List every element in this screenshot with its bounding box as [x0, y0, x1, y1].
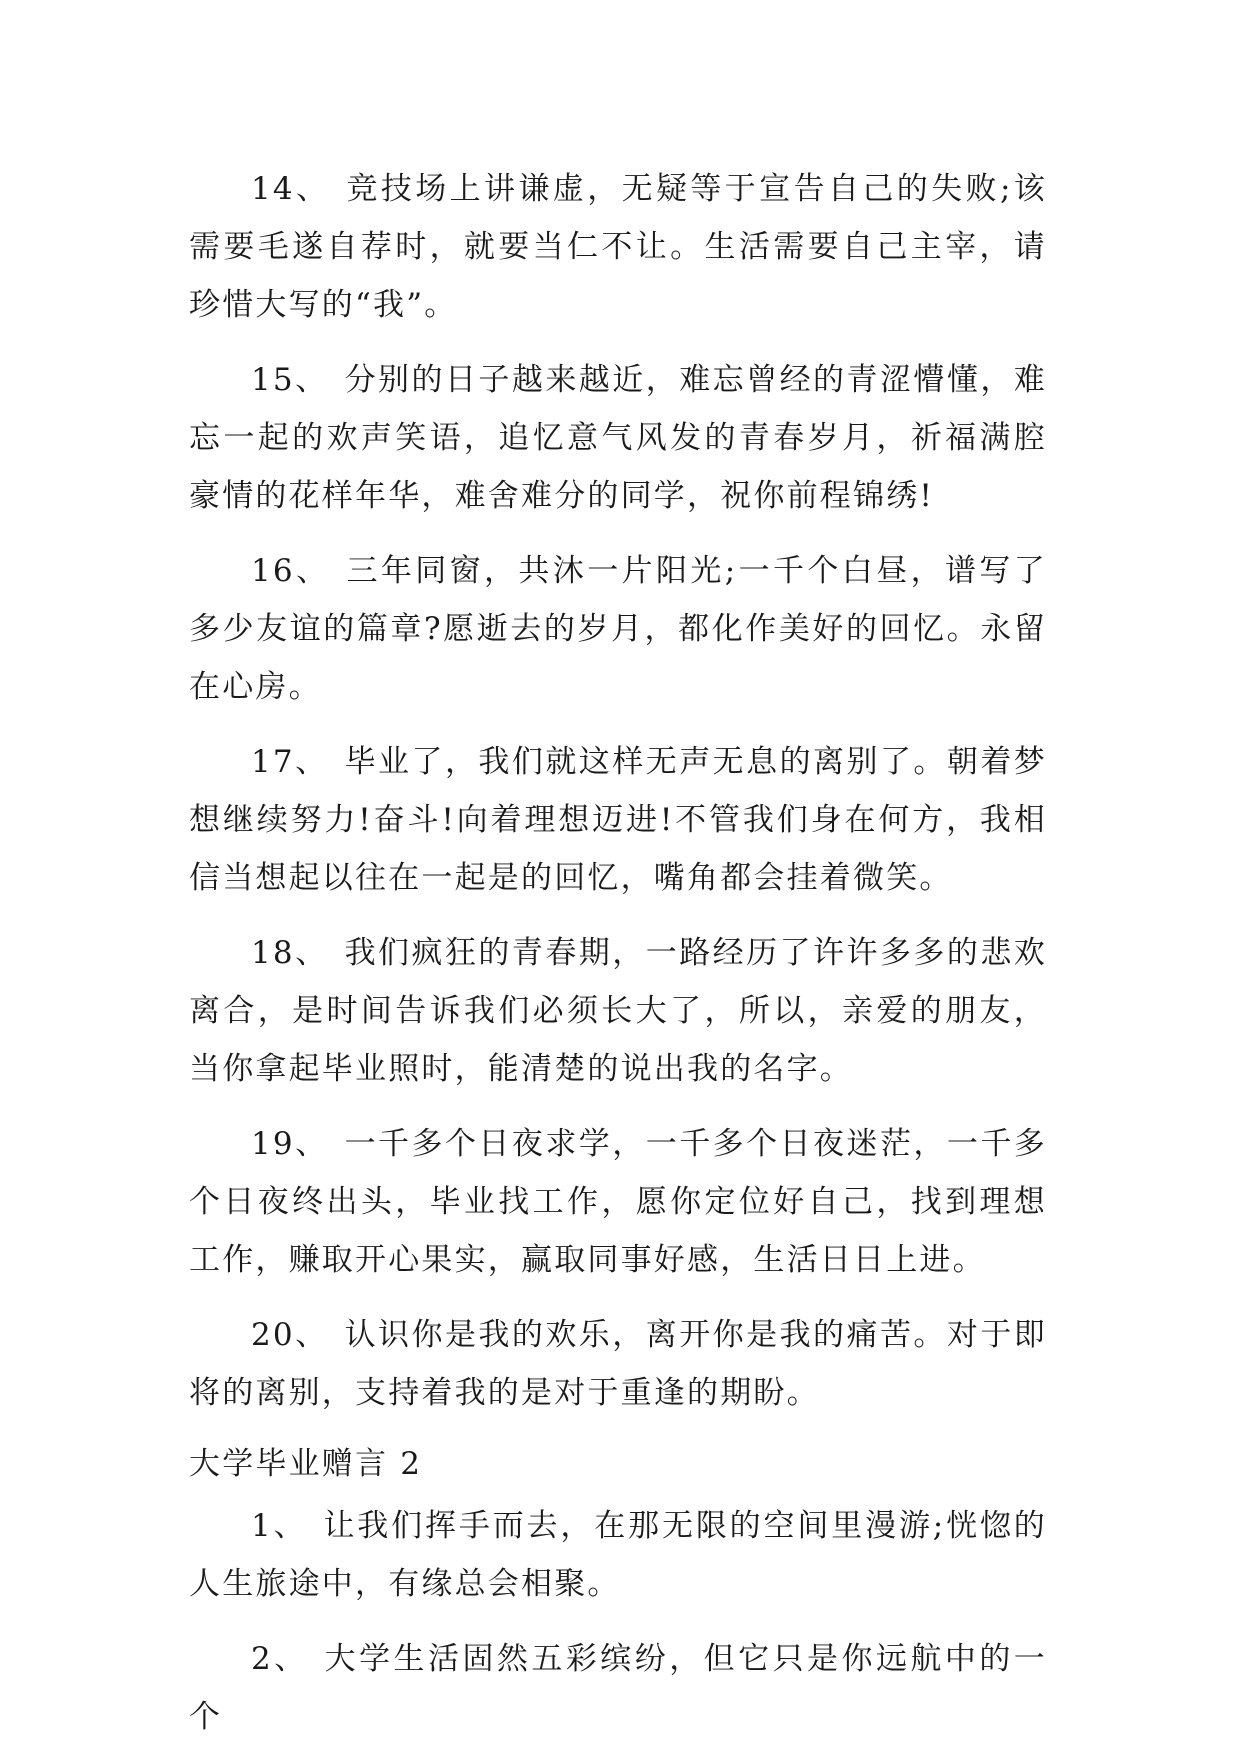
- list-item: [189, 924, 1047, 1098]
- item-number: 1、: [251, 1508, 308, 1544]
- item-number: 2、: [251, 1641, 309, 1677]
- item-text: 一千多个日夜求学，一千多个日夜迷茫，一千多个日夜终出头，毕业找工作，愿你定位好自己，找到理想工作，赚取开心果实，赢取同事好感，生活日日上进。: [189, 1126, 1048, 1278]
- item-text: 认识你是我的欢乐，离开你是我的痛苦。对于即将的离别，支持着我的是对于重逢的期盼。: [189, 1317, 1048, 1411]
- item-text: 竞技场上讲谦虚，无疑等于宣告自己的失败;该需要毛遂自荐时，就要当仁不让。生活需要自己主宰，请珍惜大写的“我”。: [189, 171, 1047, 323]
- list-item: [189, 1115, 1047, 1289]
- document-page: [189, 160, 1047, 1763]
- item-number: 17、: [251, 744, 329, 780]
- item-text: 让我们挥手而去，在那无限的空间里漫游;恍惚的人生旅途中，有缘总会相聚。: [189, 1508, 1048, 1602]
- item-number: 19、: [251, 1126, 329, 1162]
- item-number: 14、: [251, 171, 331, 207]
- list-item: [189, 542, 1047, 716]
- item-number: 20、: [251, 1317, 329, 1353]
- item-text: 三年同窗，共沐一片阳光;一千个白昼，谱写了多少友谊的篇章?愿逝去的岁月，都化作美好的回忆。永留在心房。: [189, 553, 1047, 705]
- list-item: [189, 1306, 1047, 1422]
- list-item: [189, 351, 1047, 525]
- list-item: [189, 160, 1047, 334]
- item-text: 分别的日子越来越近，难忘曾经的青涩懵懂，难忘一起的欢声笑语，追忆意气风发的青春岁月，祈福满腔豪情的花样年华，难舍难分的同学，祝你前程锦绣!: [189, 362, 1048, 514]
- item-text: 毕业了，我们就这样无声无息的离别了。朝着梦想继续努力!奋斗!向着理想迈进!不管我们身在何方，我相信当想起以往在一起是的回忆，嘴角都会挂着微笑。: [189, 744, 1048, 896]
- list-item: [189, 1497, 1047, 1613]
- list-item: [189, 1630, 1047, 1746]
- item-number: 16、: [251, 553, 331, 589]
- item-text: 我们疯狂的青春期，一路经历了许许多多的悲欢离合，是时间告诉我们必须长大了，所以，亲爱的朋友，当你拿起毕业照时，能清楚的说出我的名字。: [189, 935, 1048, 1087]
- list-item: [189, 733, 1047, 907]
- item-number: 15、: [251, 362, 329, 398]
- item-text: 大学生活固然五彩缤纷，但它只是你远航中的一个: [189, 1641, 1047, 1735]
- item-number: 18、: [251, 935, 329, 971]
- section-title: 大学毕业赠言 2: [189, 1446, 423, 1482]
